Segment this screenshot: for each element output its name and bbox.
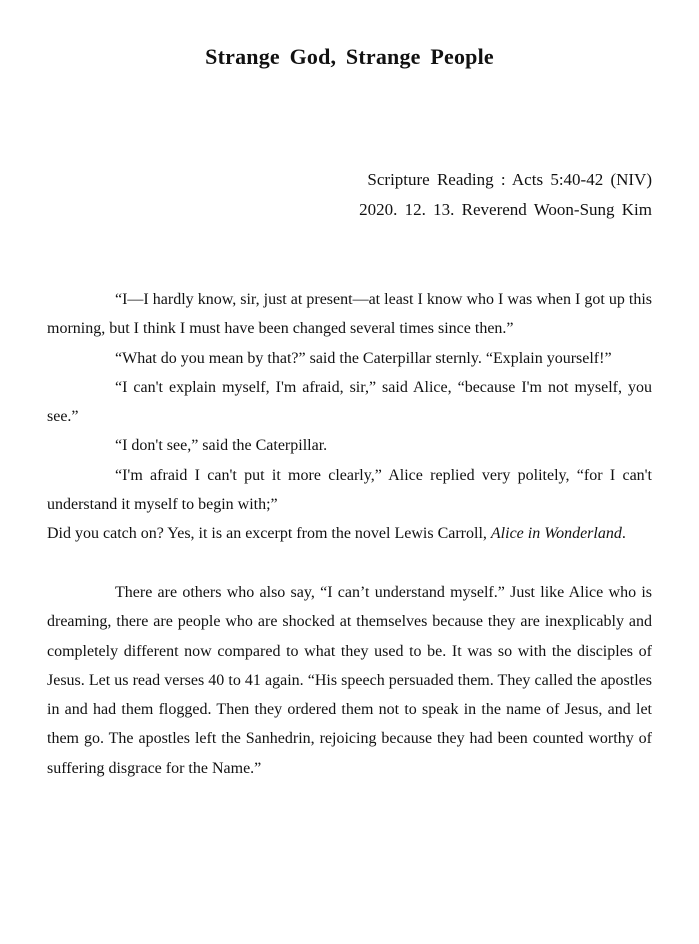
dialogue-paragraph: “What do you mean by that?” said the Caterpillar sternly. “Explain yourself!” (115, 349, 612, 367)
excerpt-note (47, 519, 652, 548)
document-body (47, 285, 652, 783)
document-title: Strange God, Strange People (205, 44, 494, 69)
dialogue-paragraph: “I—I hardly know, sir, just at present—at least I know who I was when I got up this morning, but I think I must have been changed several times since then.” (47, 291, 652, 338)
book-title: Alice in Wonderland (490, 525, 622, 543)
date-author: 2020. 12. 13. Reverend Woon-Sung Kim (359, 200, 652, 219)
paragraph-gap (47, 549, 652, 578)
dialogue-paragraph: “I can't explain myself, I'm afraid, sir,” said Alice, “because I'm not myself, you see.” (47, 378, 652, 426)
main-paragraph: There are others who also say, “I can’t understand myself.” Just like Alice who is dreaming, there are people who are shocked at themselves because they are inexplicably and completely different now compared to what they used to be. It was so with the disciples of Jesus. Let us read verses 40 to 41 again. “His speech persuaded them. They called the apostles in and had them flogged. Then they ordered them not to speak in the name of Jesus, and let them go. The apostles left the Sanhedrin, rejoicing because they had been counted worthy of suffering disgrace for the Name.” (47, 583, 652, 777)
sermon-meta (359, 165, 652, 225)
dialogue-paragraph: “I'm afraid I can't put it more clearly,” Alice replied very politely, “for I can't understand it myself to begin with;” (47, 466, 652, 514)
dialogue-paragraph: “I don't see,” said the Caterpillar. (115, 437, 328, 455)
excerpt-note-suffix: . (621, 525, 626, 543)
scripture-reading: Scripture Reading : Acts 5:40-42 (NIV) (367, 170, 652, 189)
excerpt-note-prefix: Did you catch on? Yes, it is an excerpt from the novel Lewis Carroll, (47, 525, 491, 543)
